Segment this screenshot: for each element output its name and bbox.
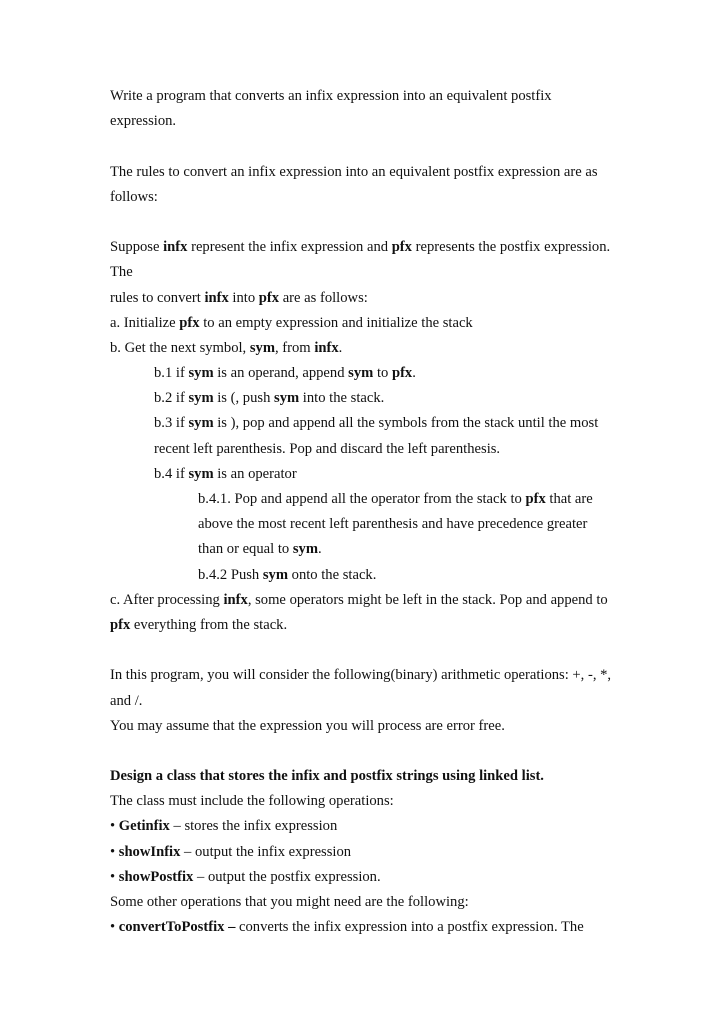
step-b: b. Get the next symbol, sym, from infx.	[110, 339, 343, 356]
step-b3: b.3 if sym is ), pop and append all the symbols from the stack until the most	[154, 415, 599, 432]
step-a: a. Initialize pfx to an empty expression and initialize the stack	[110, 314, 473, 331]
ops-line-2: and /.	[110, 692, 143, 709]
step-b1: b.1 if sym is an operand, append sym to pfx.	[154, 365, 416, 382]
step-c: c. After processing infx, some operators might be left in the stack. Pop and append to	[110, 591, 608, 608]
suppose-line-2: The	[110, 264, 133, 281]
ops-line-3: You may assume that the expression you will process are error free.	[110, 717, 505, 734]
other-ops-intro: Some other operations that you might need are the following:	[110, 894, 469, 910]
step-b41: b.4.1. Pop and append all the operator from the stack to pfx that are	[198, 491, 593, 507]
op-showinfix: • showInfix – output the infix expression	[110, 843, 352, 860]
design-heading: Design a class that stores the infix and postfix strings using linked list.	[110, 768, 544, 785]
rules-intro-line-2: follows:	[110, 188, 158, 205]
intro-line-1: Write a program that converts an infix expression into an equivalent postfix	[110, 88, 552, 104]
suppose-line-3: rules to convert infx into pfx are as follows:	[110, 289, 368, 306]
step-b2: b.2 if sym is (, push sym into the stack.	[154, 390, 385, 407]
step-c-cont: pfx everything from the stack.	[110, 616, 288, 633]
step-b3-cont: recent left parenthesis. Pop and discard the left parenthesis.	[154, 440, 501, 457]
step-b4: b.4 if sym is an operator	[154, 465, 297, 482]
rules-intro-line-1: The rules to convert an infix expression into an equivalent postfix expression are as	[110, 163, 598, 180]
op-converttopostfix: • convertToPostfix – converts the infix expression into a postfix expression. The	[110, 919, 584, 936]
step-b41-cont: above the most recent left parenthesis and have precedence greater	[198, 516, 588, 533]
op-showpostfix: • showPostfix – output the postfix expression.	[110, 868, 381, 885]
ops-line-1: In this program, you will consider the following(binary) arithmetic operations: +, -, *,	[110, 667, 612, 684]
step-b42: b.4.2 Push sym onto the stack.	[198, 566, 377, 583]
design-intro: The class must include the following operations:	[110, 793, 394, 810]
suppose-line-1: Suppose infx represent the infix expression and pfx represents the postfix expression.	[110, 239, 611, 256]
op-getinfix: • Getinfix – stores the infix expression	[110, 818, 338, 835]
document-page	[110, 84, 630, 940]
step-b41-cont-2: than or equal to sym.	[198, 541, 322, 558]
intro-line-2: expression.	[110, 113, 177, 130]
